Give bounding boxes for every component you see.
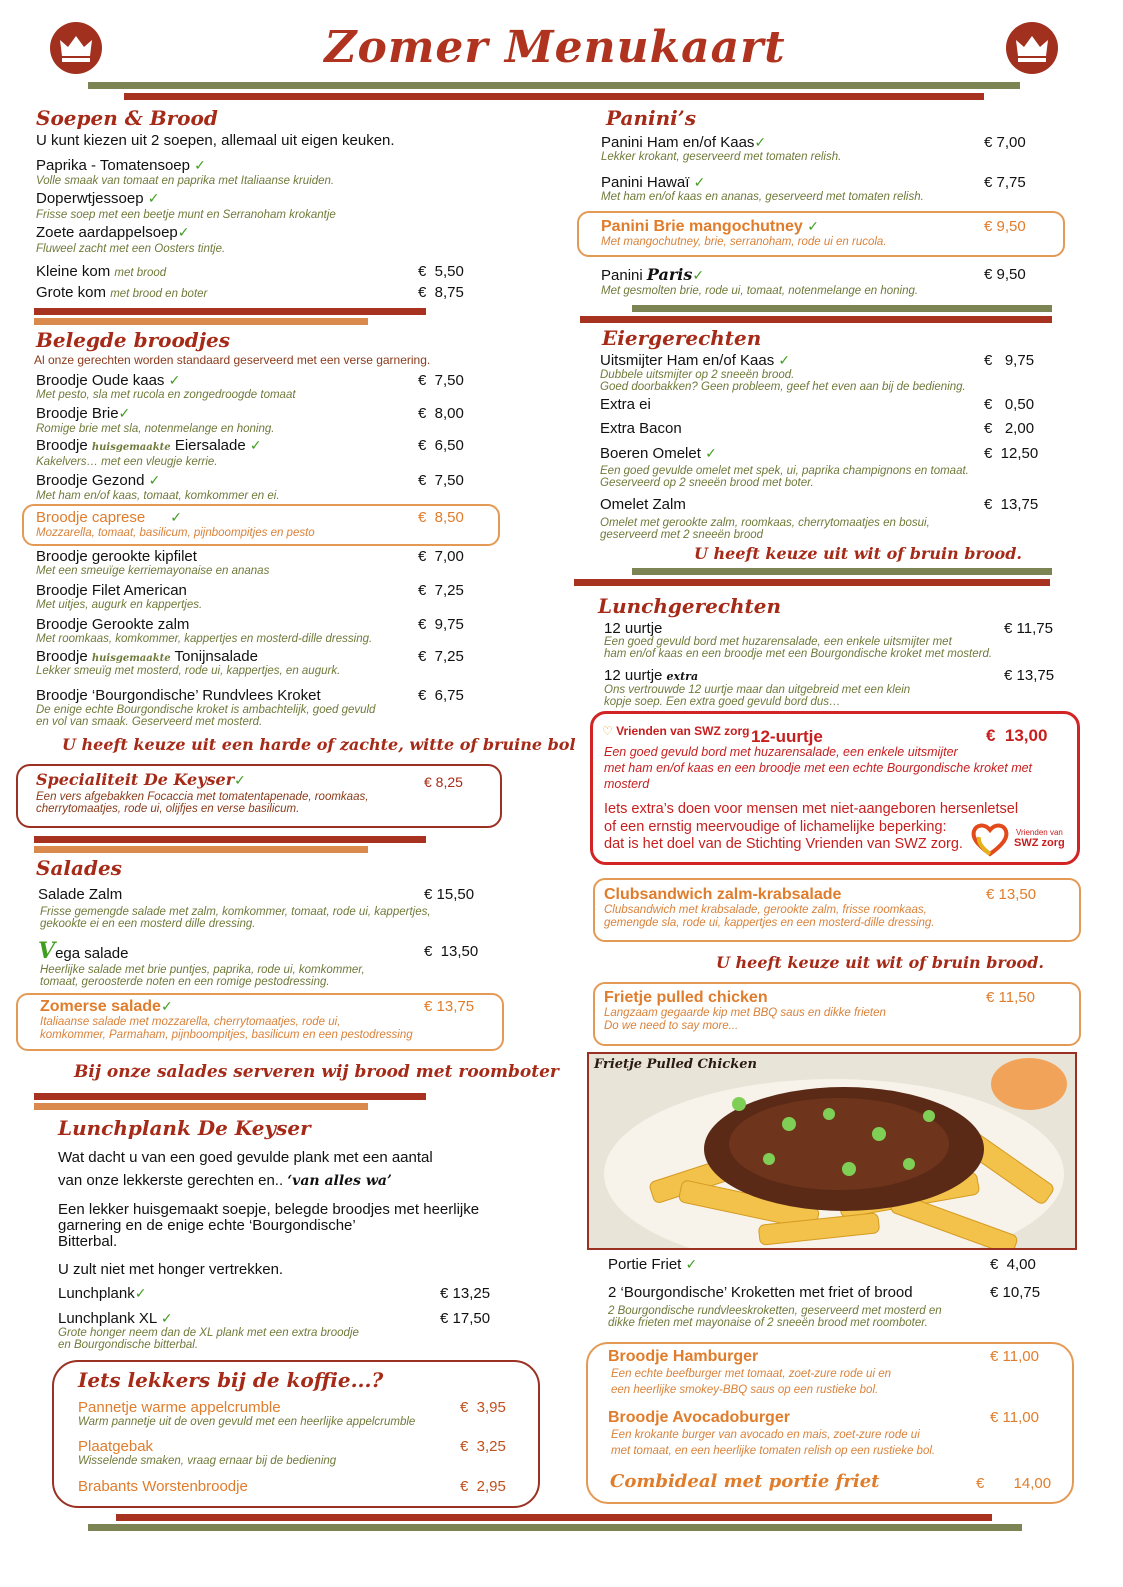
divider	[580, 316, 1052, 323]
menu-item: Extra ei	[600, 396, 651, 413]
item-price: € 8,00	[418, 405, 464, 422]
swz-text: dat is het doel van de Stichting Vrienden van SWZ zorg.	[604, 836, 963, 852]
menu-item: Broodje huisgemaakte Tonijnsalade	[36, 648, 258, 665]
item-desc: met tomaat, en een heerlijke tomaten relish op een rustieke bol.	[611, 1445, 936, 1457]
item-price: € 11,00	[990, 1348, 1039, 1365]
menu-item: Kleine kom met brood	[36, 263, 167, 280]
divider	[116, 1514, 992, 1521]
menu-item: Panini Brie mangochutney ✓	[601, 218, 819, 235]
item-desc: Met een smeuïge kerriemayonaise en ananas	[36, 565, 270, 577]
lunchplank-text: U zult niet met honger vertrekken.	[58, 1261, 284, 1278]
menu-item: Broodje caprese ✓	[36, 509, 182, 526]
item-desc: gekookte ei en een mosterd dille dressing.	[40, 918, 256, 930]
item-desc: ham en/of kaas en een broodje met een Bourgondische kroket met mosterd.	[604, 648, 993, 660]
item-desc: Met gesmolten brie, rode ui, tomaat, notenmelange en honing.	[601, 285, 919, 297]
menu-item: Broodje ‘Bourgondische’ Rundvlees Kroket	[36, 687, 321, 704]
item-price: € 15,50	[424, 886, 475, 903]
lunchplank-text: Bitterbal.	[58, 1233, 118, 1250]
item-desc: komkommer, Parmaham, pijnboompitjes, basilicum en een pestodressing	[40, 1029, 413, 1041]
page-title: Zomer Menukaart	[324, 22, 786, 73]
veg-check-icon: ✓	[170, 510, 182, 526]
item-desc: Heerlijke salade met brie puntjes, paprika, rode ui, komkommer,	[40, 964, 365, 976]
item-desc: Een vers afgebakken Focaccia met tomatentapenade, roomkaas,	[36, 791, 369, 803]
divider	[124, 93, 984, 100]
item-desc: Met ham en/of kaas en ananas, geserveerd met tomaten relish.	[601, 191, 924, 203]
item-desc: Fluweel zacht met een Oosters tintje.	[36, 243, 226, 255]
item-price: € 7,00	[418, 548, 464, 565]
item-price: € 4,00	[990, 1256, 1036, 1273]
divider	[34, 836, 426, 843]
item-price: € 3,95	[460, 1399, 506, 1416]
menu-item: Vega salade	[38, 938, 129, 964]
item-price: € 14,00	[976, 1475, 1052, 1492]
item-price: € 8,75	[418, 284, 464, 301]
menu-item: Broodje Gerookte zalm	[36, 616, 190, 633]
item-price: € 13,00	[986, 726, 1048, 745]
item-desc: Volle smaak van tomaat en paprika met Italiaanse kruiden.	[36, 175, 335, 187]
item-desc: en vol van smaak. Geserveerd met mosterd.	[36, 716, 263, 728]
veg-check-icon: ✓	[194, 158, 206, 174]
item-price: € 7,25	[418, 648, 464, 665]
item-desc: Met ham en/of kaas, tomaat, komkommer en ei.	[36, 490, 280, 502]
item-desc: cherrytomaatjes, rode ui, olijfjes en verse basilicum.	[36, 803, 300, 815]
menu-item: Clubsandwich zalm-krabsalade	[604, 886, 842, 903]
item-price: € 8,25	[424, 774, 463, 790]
divider	[88, 82, 1020, 89]
item-desc: geserveerd met 2 sneeën brood	[600, 529, 764, 541]
item-desc: Frisse gemengde salade met zalm, komkommer, tomaat, rode ui, kappertjes,	[40, 906, 431, 918]
divider	[34, 846, 368, 853]
veg-check-icon: ✓	[778, 353, 791, 369]
swz-label: ♡ Vrienden van SWZ zorg	[602, 724, 750, 738]
item-desc: De enige echte Bourgondische kroket is ambachtelijk, goed gevuld	[36, 704, 376, 716]
item-desc: tomaat, geroosterde noten en een romige pestodressing.	[40, 976, 330, 988]
menu-item: Plaatgebak	[78, 1438, 154, 1455]
veg-check-icon: ✓	[249, 438, 262, 454]
item-price: € 13,75	[424, 998, 475, 1015]
veg-check-icon: ✓	[168, 373, 181, 389]
item-price: € 7,50	[418, 472, 464, 489]
veg-check-icon: ✓	[177, 225, 190, 241]
item-price: € 5,50	[418, 263, 464, 280]
item-desc: gemengde sla, rode ui, kappertjes en een mosterd-dille dressing.	[604, 917, 935, 929]
item-price: € 13,50	[424, 943, 479, 960]
item-desc: Dubbele uitsmijter op 2 sneeën brood.	[600, 369, 795, 381]
item-desc: Goed doorbakken? Geen probleem, geef het even aan bij de bediening.	[600, 381, 966, 393]
veg-check-icon: ✓	[754, 135, 767, 151]
lunchplank-text: Wat dacht u van een goed gevulde plank met een aantal	[58, 1149, 433, 1166]
item-price: € 3,25	[460, 1438, 506, 1455]
item-price: € 11,00	[990, 1409, 1039, 1426]
section-title-soepen: Soepen & Brood	[36, 106, 218, 130]
menu-item: Broodje huisgemaakte Eiersalade ✓	[36, 437, 262, 454]
broodjes-intro: Al onze gerechten worden standaard geserveerd met een verse garnering.	[34, 353, 431, 367]
item-price: € 13,75	[1004, 667, 1055, 684]
menu-item: Doperwtjessoep ✓	[36, 190, 160, 207]
item-price: € 9,50	[984, 266, 1026, 283]
item-price: € 9,50	[984, 218, 1026, 235]
menu-item: Pannetje warme appelcrumble	[78, 1399, 281, 1416]
menu-item: Broodje Gezond ✓	[36, 472, 161, 489]
item-desc: Een goed gevuld bord met huzarensalade, een enkele uitsmijter met	[604, 636, 952, 648]
menu-item: Uitsmijter Ham en/of Kaas ✓	[600, 352, 791, 369]
veg-check-icon: ✓	[148, 473, 161, 489]
item-price: € 6,50	[418, 437, 464, 454]
section-title-lunchplank: Lunchplank De Keyser	[58, 1116, 311, 1140]
divider	[632, 305, 1052, 312]
menu-item: Extra Bacon	[600, 420, 682, 437]
menu-item: 12 uurtje extra	[604, 667, 699, 684]
menu-item: Broodje Brie✓	[36, 405, 131, 422]
photo-caption: Frietje Pulled Chicken	[594, 1057, 757, 1072]
item-price: € 11,50	[986, 989, 1035, 1006]
menu-item: 2 ‘Bourgondische’ Kroketten met friet of brood	[608, 1284, 913, 1301]
fries-image	[589, 1054, 1077, 1250]
section-title-eier: Eiergerechten	[602, 326, 762, 350]
food-photo	[587, 1052, 1077, 1250]
item-desc: Wisselende smaken, vraag ernaar bij de bediening	[78, 1455, 337, 1467]
menu-item: Panini Paris✓	[601, 265, 705, 284]
item-desc: Met pesto, sla met rucola en zongedroogde tomaat	[36, 389, 296, 401]
combideal: Combideal met portie friet	[610, 1471, 880, 1492]
divider	[632, 568, 1052, 575]
item-desc: Mozzarella, tomaat, basilicum, pijnboompitjes en pesto	[36, 527, 315, 539]
swz-logo: Vrienden van SWZ zorg	[970, 820, 1070, 860]
item-desc: Met roomkaas, komkommer, kappertjes en mosterd-dille dressing.	[36, 633, 373, 645]
section-title-paninis: Panini’s	[606, 106, 696, 130]
veg-check-icon: ✓	[147, 191, 160, 207]
menu-item: Lunchplank✓	[58, 1285, 147, 1302]
menu-item: Salade Zalm	[38, 886, 123, 903]
menu-item: Broodje Avocadoburger	[608, 1409, 790, 1426]
item-desc: Met mangochutney, brie, serranoham, rode ui en rucola.	[601, 236, 887, 248]
section-title-broodjes: Belegde broodjes	[36, 328, 231, 352]
menu-item: Brabants Worstenbroodje	[78, 1478, 248, 1495]
divider	[88, 1524, 1022, 1531]
item-desc: Romige brie met sla, notenmelange en honing.	[36, 423, 275, 435]
item-desc: Met uitjes, augurk en kappertjes.	[36, 599, 203, 611]
item-price: € 7,75	[984, 174, 1026, 191]
section-title-koffie: Iets lekkers bij de koffie...?	[78, 1368, 384, 1392]
salades-note: Bij onze salades serveren wij brood met roomboter	[74, 1062, 559, 1082]
section-title-lunchgerechten: Lunchgerechten	[598, 594, 782, 618]
item-desc: Frisse soep met een beetje munt en Serranoham krokantje	[36, 209, 336, 221]
item-price: € 11,75	[1004, 620, 1053, 637]
soepen-intro: U kunt kiezen uit 2 soepen, allemaal uit eigen keuken.	[36, 132, 395, 149]
item-price: € 7,00	[984, 134, 1026, 151]
heart-logo-icon	[970, 820, 1010, 858]
item-desc: 2 Bourgondische rundvleeskroketten, geserveerd met mosterd en	[608, 1305, 942, 1317]
lunchplank-text: van onze lekkerste gerechten en.. ‘van alles wa’	[58, 1172, 392, 1189]
menu-item: Frietje pulled chicken	[604, 989, 768, 1006]
item-price: € 13,25	[440, 1285, 491, 1302]
menu-item: Panini Hawaï ✓	[601, 174, 706, 191]
menu-item: Portie Friet ✓	[608, 1256, 698, 1273]
item-desc: Ons vertrouwde 12 uurtje maar dan uitgebreid met een klein	[604, 684, 911, 696]
menu-item: Broodje Oude kaas ✓	[36, 372, 181, 389]
veg-check-icon: ✓	[705, 446, 717, 462]
item-desc: Een echte beefburger met tomaat, zoet-zure rode ui en	[611, 1368, 891, 1380]
item-desc: kopje soep. Een extra goed gevuld bord dus…	[604, 696, 841, 708]
menu-item: Broodje Filet American	[36, 582, 187, 599]
veg-check-icon: ✓	[134, 1286, 147, 1302]
veg-check-icon: ✓	[160, 999, 173, 1015]
menu-item: Broodje gerookte kipfilet	[36, 548, 197, 565]
item-price: € 17,50	[440, 1310, 491, 1327]
veg-check-icon: ✓	[118, 406, 131, 422]
item-price: € 6,75	[418, 687, 464, 704]
menu-item: Zomerse salade✓	[40, 998, 173, 1015]
divider	[574, 579, 1050, 586]
item-price: € 13,75	[984, 496, 1039, 513]
item-desc: Kakelvers… met een vleugje kerrie.	[36, 456, 218, 468]
menu-item: Zoete aardappelsoep✓	[36, 224, 190, 241]
item-desc: Een krokante burger van avocado en mais, zoet-zure rode ui	[611, 1429, 920, 1441]
item-desc: mosterd	[604, 777, 650, 791]
crown-logo-right	[1006, 22, 1058, 74]
item-price: € 12,50	[984, 445, 1039, 462]
item-price: € 13,50	[986, 886, 1037, 903]
veg-check-icon: ✓	[693, 175, 706, 191]
broodjes-note: U heeft keuze uit een harde of zachte, witte of bruine bol	[62, 735, 576, 754]
divider	[34, 1093, 426, 1100]
item-desc: Omelet met gerookte zalm, roomkaas, cherrytomaatjes en bosui,	[600, 517, 930, 529]
item-desc: met ham en/of kaas en een broodje met een echte Bourgondische kroket met	[604, 761, 1033, 775]
item-price: € 2,00	[984, 420, 1035, 437]
item-desc: Warm pannetje uit de oven gevuld met een heerlijke appelcrumble	[78, 1416, 416, 1428]
eier-note: U heeft keuze uit wit of bruin brood.	[694, 544, 1022, 563]
item-desc: dikke frieten met mayonaise of 2 sneeën brood met roomboter.	[608, 1317, 928, 1329]
item-desc: Do we need to say more...	[604, 1020, 739, 1032]
item-price: € 2,95	[460, 1478, 506, 1495]
swz-item-name: 12-uurtje	[751, 727, 823, 746]
item-desc: Lekker krokant, geserveerd met tomaten relish.	[601, 151, 842, 163]
menu-item: Grote kom met brood en boter	[36, 284, 208, 301]
lunchplank-text: garnering en de enige echte ‘Bourgondische’	[58, 1217, 356, 1234]
menu-item: Omelet Zalm	[600, 496, 686, 513]
veg-check-icon: ✓	[685, 1257, 698, 1273]
item-price: € 7,25	[418, 582, 464, 599]
crown-icon	[50, 22, 102, 74]
item-price: € 0,50	[984, 396, 1035, 413]
veg-check-icon: ✓	[234, 773, 246, 789]
menu-item: Lunchplank XL ✓	[58, 1310, 173, 1327]
item-desc: een heerlijke smokey-BBQ saus op een rustieke bol.	[611, 1384, 879, 1396]
menu-item: Paprika - Tomatensoep ✓	[36, 157, 206, 174]
item-desc: Lekker smeuïg met mosterd, rode ui, kappertjes, en augurk.	[36, 665, 341, 677]
item-desc: Geserveerd op 2 sneeën brood met boter.	[600, 477, 814, 489]
veg-check-icon: ✓	[807, 219, 819, 235]
menu-item: Broodje Hamburger	[608, 1348, 759, 1365]
item-price: € 7,50	[418, 372, 464, 389]
menu-item: 12 uurtje	[604, 620, 663, 637]
veg-check-icon: ✓	[160, 1311, 173, 1327]
section-title-salades: Salades	[36, 856, 122, 880]
item-price: € 9,75	[418, 616, 464, 633]
swz-text: of een ernstig meervoudige of lichamelijke beperking:	[604, 819, 947, 835]
swz-text: Iets extra’s doen voor mensen met niet-aangeboren hersenletsel	[604, 801, 1019, 817]
item-desc: Een goed gevuld bord met huzarensalade, een enkele uitsmijter	[604, 745, 958, 759]
item-price: € 9,75	[984, 352, 1035, 369]
divider	[34, 1103, 368, 1110]
lunchplank-text: Een lekker huisgemaakt soepje, belegde broodjes met heerlijke	[58, 1201, 480, 1218]
item-desc: Een goed gevulde omelet met spek, ui, paprika champignons en tomaat.	[600, 465, 969, 477]
heart-logo-icon: ♡	[602, 724, 613, 738]
item-desc: Clubsandwich met krabsalade, gerookte zalm, frisse roomkaas,	[604, 904, 927, 916]
item-desc: Grote honger neem dan de XL plank met een extra broodje	[58, 1327, 359, 1339]
clubsandwich-note: U heeft keuze uit wit of bruin brood.	[716, 953, 1044, 972]
crown-icon	[1006, 22, 1058, 74]
item-desc: en Bourgondische bitterbal.	[58, 1339, 199, 1351]
item-price: € 8,50	[418, 509, 464, 526]
menu-item: Panini Ham en/of Kaas✓	[601, 134, 767, 151]
menu-item: Boeren Omelet ✓	[600, 445, 717, 462]
divider	[34, 318, 368, 325]
item-price: € 10,75	[990, 1284, 1041, 1301]
crown-logo-left	[50, 22, 102, 74]
menu-item: Specialiteit De Keyser✓	[36, 770, 246, 789]
item-desc: Italiaanse salade met mozzarella, cherrytomaatjes, rode ui,	[40, 1016, 341, 1028]
veg-check-icon: ✓	[692, 268, 705, 284]
divider	[34, 308, 426, 315]
item-desc: Langzaam gegaarde kip met BBQ saus en dikke frieten	[604, 1007, 886, 1019]
